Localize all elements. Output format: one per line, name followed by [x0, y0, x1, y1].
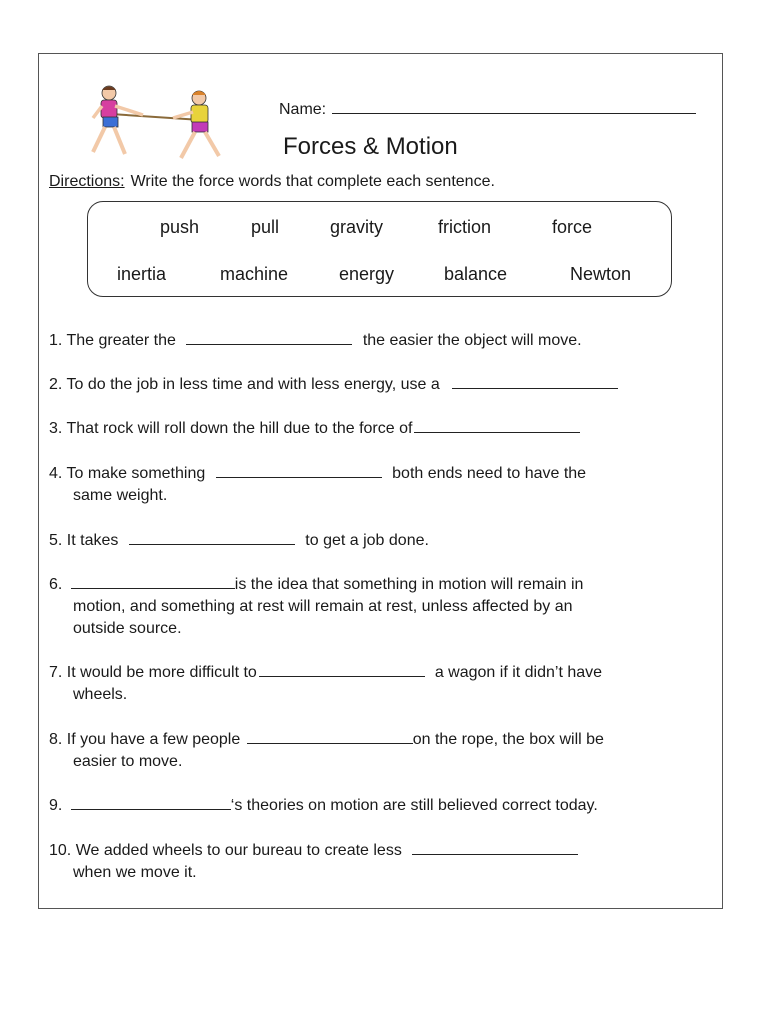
answer-blank[interactable] [412, 840, 578, 855]
word-bank-item: friction [438, 217, 492, 237]
name-blank[interactable] [332, 99, 696, 114]
question-text: It would be more difficult to [66, 664, 257, 681]
answer-blank[interactable] [129, 530, 295, 545]
word-bank-item: push [160, 217, 200, 237]
answer-blank[interactable] [452, 374, 618, 389]
question-number: 9. [49, 797, 63, 814]
word-bank-item: energy [339, 264, 395, 284]
name-label: Name: [279, 101, 327, 118]
question-4 [49, 463, 714, 507]
question-text: It takes [66, 532, 119, 549]
question-text: the easier the object will move. [362, 332, 582, 349]
question-text: both ends need to have the [392, 465, 587, 482]
question-number: 2. [49, 376, 63, 393]
answer-blank[interactable] [71, 574, 235, 589]
question-text: The greater the [66, 332, 176, 349]
answer-blank[interactable] [71, 795, 231, 810]
tug-of-war-clipart [81, 84, 231, 164]
question-text-line-3: outside source. [73, 620, 182, 637]
question-text: is the idea that something in motion will remain in [234, 576, 584, 593]
question-text: to get a job done. [305, 532, 429, 549]
word-bank-item: gravity [330, 217, 384, 237]
question-number: 10. [49, 842, 72, 859]
question-5 [49, 530, 714, 552]
question-8 [49, 729, 714, 773]
question-text: ‘s theories on motion are still believed correct today. [230, 797, 598, 814]
question-number: 3. [49, 420, 63, 437]
page-title: Forces & Motion [283, 133, 458, 160]
question-text-line-2: wheels. [73, 686, 128, 703]
directions-text: Write the force words that complete each sentence. [130, 173, 495, 190]
question-text: on the rope, the box will be [412, 731, 604, 748]
question-text: To do the job in less time and with less energy, use a [66, 376, 440, 393]
directions-label: Directions: [49, 173, 125, 190]
answer-blank[interactable] [414, 418, 580, 433]
word-bank-item: Newton [570, 264, 632, 284]
question-text-line-2: easier to move. [73, 753, 183, 770]
question-number: 1. [49, 332, 63, 349]
question-number: 4. [49, 465, 63, 482]
question-text: We added wheels to our bureau to create less [75, 842, 402, 859]
question-text-line-2: motion, and something at rest will remain at rest, unless affected by an [73, 598, 573, 615]
answer-blank[interactable] [247, 729, 413, 744]
question-10 [49, 840, 714, 884]
question-number: 6. [49, 576, 63, 593]
answer-blank[interactable] [186, 330, 352, 345]
word-bank-item: inertia [117, 264, 167, 284]
question-text: That rock will roll down the hill due to the force of [66, 420, 413, 437]
question-2 [49, 374, 714, 396]
question-number: 7. [49, 664, 63, 681]
answer-blank[interactable] [216, 463, 382, 478]
question-number: 8. [49, 731, 63, 748]
question-3 [49, 418, 714, 440]
worksheet [38, 53, 723, 909]
question-1 [49, 330, 714, 352]
word-bank-item: balance [444, 264, 508, 284]
question-number: 5. [49, 532, 63, 549]
word-bank-item: machine [220, 264, 289, 284]
question-9 [49, 795, 714, 817]
question-7 [49, 662, 714, 706]
question-text-line-2: when we move it. [73, 864, 197, 881]
question-text: If you have a few people [66, 731, 241, 748]
question-text-line-2: same weight. [73, 487, 168, 504]
name-field[interactable] [279, 99, 696, 119]
answer-blank[interactable] [259, 662, 425, 677]
directions [49, 173, 495, 191]
question-text: To make something [66, 465, 206, 482]
question-6 [49, 574, 714, 640]
question-text: a wagon if it didn’t have [434, 664, 603, 681]
word-bank-item: force [552, 217, 593, 237]
word-bank-item: pull [251, 217, 280, 237]
word-bank [87, 201, 672, 297]
